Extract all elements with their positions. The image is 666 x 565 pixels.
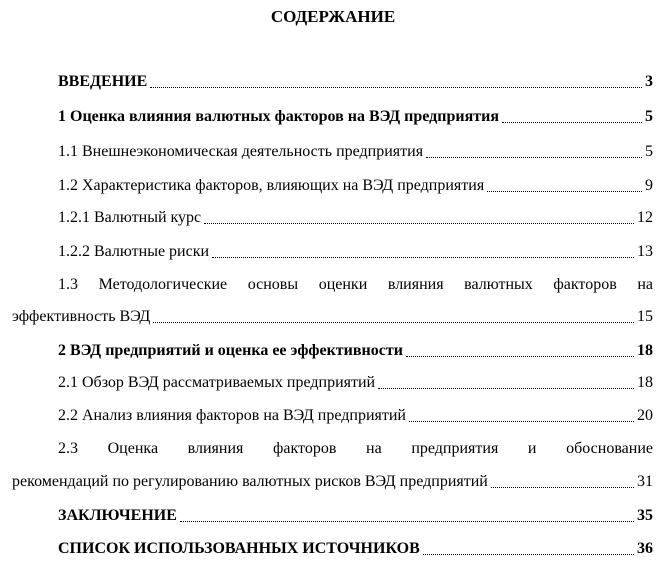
toc-page-number: 13 [637,243,653,260]
toc-entry-label: 2 ВЭД предприятий и оценка ее эффективности [58,342,403,359]
toc-page-number: 36 [637,540,653,557]
dot-leader [502,121,642,123]
toc-entry-1-2[interactable] [12,176,653,196]
dot-leader [423,553,634,555]
dot-leader [409,420,634,422]
toc-entry-references[interactable] [12,539,653,559]
toc-entry-label: 1.2.1 Валютный курс [58,209,202,226]
toc-entry-label: 1.2.2 Валютные риски [58,243,210,260]
toc-entry-label: 1 Оценка влияния валютных факторов на ВЭД предприятия [58,108,499,125]
toc-entry-2-3-line1[interactable]: 2.3 Оценка влияния факторов на предприятия и обоснование [58,440,653,457]
dot-leader [150,86,642,88]
toc-entry-label: 1.1 Внешнеэкономическая деятельность предприятия [58,143,424,160]
dot-leader [180,520,634,522]
dot-leader [153,321,634,323]
dot-leader [487,190,642,192]
toc-entry-1-1[interactable] [12,142,653,162]
toc-entry-2-3[interactable] [12,472,653,492]
toc-entry-2-1[interactable] [12,373,653,393]
toc-page-number: 15 [637,308,653,325]
toc-entry-label: эффективность ВЭД [12,308,151,325]
toc-page-number: 35 [637,507,653,524]
toc-entry-1-2-1[interactable] [12,208,653,228]
toc-entry-1-3-line1[interactable]: 1.3 Методологические основы оценки влияния валютных факторов на [58,276,653,293]
toc-page-number: 5 [645,108,653,125]
toc-entry-2-2[interactable] [12,406,653,426]
toc-page-number: 5 [645,143,653,160]
dot-leader [204,222,634,224]
toc-entry-label: ЗАКЛЮЧЕНИЕ [58,507,177,524]
toc-entry-label: СПИСОК ИСПОЛЬЗОВАННЫХ ИСТОЧНИКОВ [58,540,420,557]
toc-entry-label: рекомендаций по регулированию валютных рисков ВЭД предприятий [12,473,488,490]
dot-leader [491,486,634,488]
dot-leader [212,256,634,258]
toc-entry-label: ВВЕДЕНИЕ [58,73,148,90]
toc-page-number: 9 [645,177,653,194]
toc-entry-1-2-2[interactable] [12,242,653,262]
dot-leader [426,156,642,158]
page-title: СОДЕРЖАНИЕ [270,7,396,26]
toc-entry-introduction[interactable] [12,72,653,92]
dot-leader [378,387,634,389]
toc-page-number: 31 [637,473,653,490]
toc-entry-label: 1.2 Характеристика факторов, влияющих на ВЭД предприятия [58,177,485,194]
toc-page-number: 12 [637,209,653,226]
toc-page-number: 20 [637,407,653,424]
dot-leader [406,355,634,357]
toc-page-number: 18 [637,342,653,359]
toc-entry-label: 2.2 Анализ влияния факторов на ВЭД предприятий [58,407,406,424]
toc-page-number: 18 [637,374,653,391]
toc-entry-chapter-1[interactable] [12,107,653,127]
toc-entry-conclusion[interactable] [12,506,653,526]
toc-entry-label: 2.1 Обзор ВЭД рассматриваемых предприятий [58,374,376,391]
toc-entry-chapter-2[interactable] [12,341,653,361]
toc-page-number: 3 [645,73,653,90]
toc-entry-1-3[interactable] [12,307,653,327]
